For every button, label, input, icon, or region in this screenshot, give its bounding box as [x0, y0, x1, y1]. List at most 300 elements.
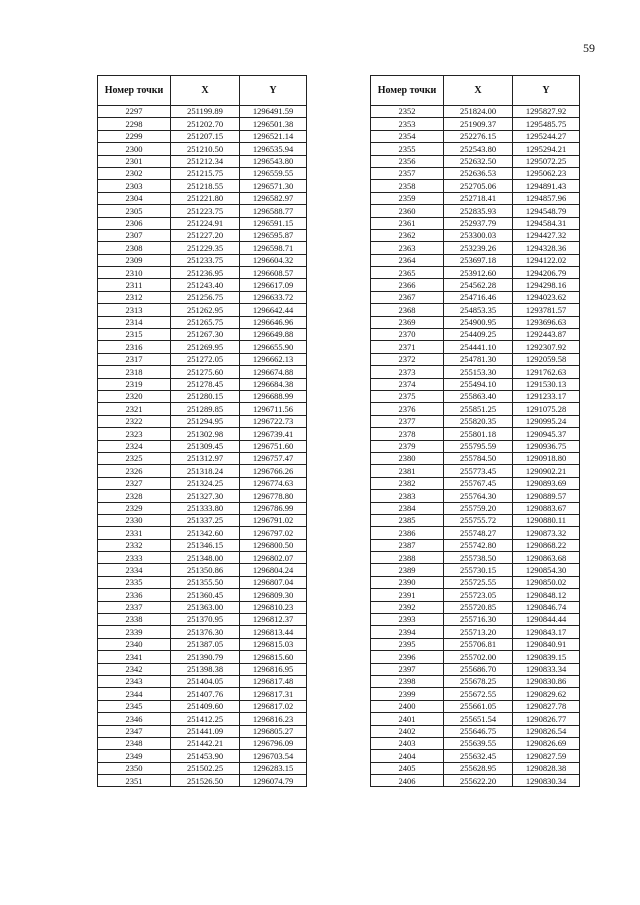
cell-x: 255639.55 — [444, 737, 513, 749]
table-row — [98, 192, 307, 204]
cell-y: 1296608.57 — [240, 267, 307, 279]
table-row — [98, 452, 307, 464]
cell-point-number: 2342 — [98, 663, 171, 675]
table-row — [371, 192, 580, 204]
cell-y: 1296791.02 — [240, 514, 307, 526]
cell-y: 1296805.27 — [240, 725, 307, 737]
cell-y: 1296722.73 — [240, 415, 307, 427]
cell-point-number: 2382 — [371, 477, 444, 489]
cell-point-number: 2312 — [98, 291, 171, 303]
cell-point-number: 2308 — [98, 242, 171, 254]
cell-x: 255716.30 — [444, 614, 513, 626]
table-row — [98, 341, 307, 353]
cell-x: 251376.30 — [171, 626, 240, 638]
cell-point-number: 2393 — [371, 614, 444, 626]
cell-y: 1296797.02 — [240, 527, 307, 539]
cell-point-number: 2354 — [371, 130, 444, 142]
table-row — [98, 254, 307, 266]
cell-point-number: 2388 — [371, 552, 444, 564]
cell-y: 1296684.38 — [240, 378, 307, 390]
cell-y: 1293696.63 — [513, 316, 580, 328]
table-row — [371, 353, 580, 365]
table-row — [98, 291, 307, 303]
cell-x: 251412.25 — [171, 713, 240, 725]
cell-y: 1296571.30 — [240, 180, 307, 192]
cell-point-number: 2336 — [98, 589, 171, 601]
table-row — [98, 750, 307, 762]
table-row — [371, 378, 580, 390]
table-row — [371, 527, 580, 539]
cell-y: 1291075.28 — [513, 403, 580, 415]
table-row — [98, 167, 307, 179]
cell-point-number: 2379 — [371, 440, 444, 452]
cell-x: 255755.72 — [444, 514, 513, 526]
cell-x: 255738.50 — [444, 552, 513, 564]
cell-x: 255494.10 — [444, 378, 513, 390]
cell-point-number: 2320 — [98, 390, 171, 402]
coordinates-table-right — [370, 75, 580, 787]
table-row — [371, 626, 580, 638]
cell-point-number: 2324 — [98, 440, 171, 452]
cell-point-number: 2345 — [98, 700, 171, 712]
cell-point-number: 2403 — [371, 737, 444, 749]
table-row — [371, 118, 580, 130]
cell-x: 255730.15 — [444, 564, 513, 576]
cell-point-number: 2313 — [98, 304, 171, 316]
cell-x: 251267.30 — [171, 329, 240, 341]
cell-point-number: 2389 — [371, 564, 444, 576]
cell-x: 255767.45 — [444, 477, 513, 489]
cell-point-number: 2397 — [371, 663, 444, 675]
cell-x: 255795.59 — [444, 440, 513, 452]
cell-point-number: 2331 — [98, 527, 171, 539]
cell-x: 251390.79 — [171, 651, 240, 663]
table-row — [371, 775, 580, 787]
cell-point-number: 2305 — [98, 205, 171, 217]
cell-y: 1296283.15 — [240, 762, 307, 774]
cell-point-number: 2361 — [371, 217, 444, 229]
table-row — [98, 502, 307, 514]
cell-point-number: 2383 — [371, 490, 444, 502]
cell-x: 251407.76 — [171, 688, 240, 700]
table-row — [371, 477, 580, 489]
cell-y: 1296757.47 — [240, 452, 307, 464]
cell-x: 254716.46 — [444, 291, 513, 303]
cell-x: 251453.90 — [171, 750, 240, 762]
cell-y: 1290945.37 — [513, 428, 580, 440]
cell-point-number: 2385 — [371, 514, 444, 526]
cell-y: 1296800.50 — [240, 539, 307, 551]
cell-point-number: 2329 — [98, 502, 171, 514]
cell-y: 1291530.13 — [513, 378, 580, 390]
cell-y: 1295062.23 — [513, 167, 580, 179]
cell-y: 1294206.79 — [513, 267, 580, 279]
table-row — [371, 663, 580, 675]
cell-point-number: 2366 — [371, 279, 444, 291]
cell-point-number: 2332 — [98, 539, 171, 551]
cell-x: 251218.55 — [171, 180, 240, 192]
cell-point-number: 2362 — [371, 229, 444, 241]
table-row — [371, 143, 580, 155]
cell-point-number: 2318 — [98, 366, 171, 378]
cell-y: 1295072.25 — [513, 155, 580, 167]
table-row — [98, 378, 307, 390]
table-row — [371, 217, 580, 229]
table-row — [371, 279, 580, 291]
cell-x: 251210.50 — [171, 143, 240, 155]
cell-x: 251272.05 — [171, 353, 240, 365]
cell-y: 1295294.21 — [513, 143, 580, 155]
cell-x: 251309.45 — [171, 440, 240, 452]
cell-x: 254853.35 — [444, 304, 513, 316]
cell-x: 255678.25 — [444, 675, 513, 687]
table-row — [371, 713, 580, 725]
table-row — [98, 762, 307, 774]
cell-x: 255742.80 — [444, 539, 513, 551]
table-row — [98, 180, 307, 192]
table-row — [371, 651, 580, 663]
table-row — [371, 390, 580, 402]
cell-x: 252636.53 — [444, 167, 513, 179]
cell-point-number: 2364 — [371, 254, 444, 266]
cell-x: 251224.91 — [171, 217, 240, 229]
table-row — [371, 601, 580, 613]
cell-point-number: 2384 — [371, 502, 444, 514]
table-row — [98, 242, 307, 254]
page-number: 59 — [583, 41, 595, 55]
table-row — [98, 638, 307, 650]
table-row — [98, 775, 307, 787]
cell-point-number: 2359 — [371, 192, 444, 204]
cell-x: 251526.50 — [171, 775, 240, 787]
cell-point-number: 2386 — [371, 527, 444, 539]
cell-y: 1294023.62 — [513, 291, 580, 303]
table-row — [371, 329, 580, 341]
cell-point-number: 2376 — [371, 403, 444, 415]
cell-point-number: 2321 — [98, 403, 171, 415]
cell-y: 1296816.23 — [240, 713, 307, 725]
coordinates-table-left — [97, 75, 307, 787]
cell-x: 252835.93 — [444, 205, 513, 217]
cell-point-number: 2373 — [371, 366, 444, 378]
cell-point-number: 2304 — [98, 192, 171, 204]
cell-point-number: 2391 — [371, 589, 444, 601]
cell-x: 255686.70 — [444, 663, 513, 675]
table-row — [98, 205, 307, 217]
table-row — [98, 155, 307, 167]
table-row — [98, 279, 307, 291]
table-row — [98, 527, 307, 539]
cell-point-number: 2356 — [371, 155, 444, 167]
cell-y: 1296778.80 — [240, 490, 307, 502]
cell-point-number: 2396 — [371, 651, 444, 663]
table-row — [98, 614, 307, 626]
cell-x: 251275.60 — [171, 366, 240, 378]
cell-y: 1290826.54 — [513, 725, 580, 737]
cell-x: 255651.54 — [444, 713, 513, 725]
cell-point-number: 2405 — [371, 762, 444, 774]
cell-x: 251360.45 — [171, 589, 240, 601]
cell-y: 1290848.12 — [513, 589, 580, 601]
cell-x: 252937.79 — [444, 217, 513, 229]
cell-point-number: 2309 — [98, 254, 171, 266]
cell-point-number: 2351 — [98, 775, 171, 787]
cell-point-number: 2333 — [98, 552, 171, 564]
table-row — [98, 106, 307, 118]
cell-y: 1292443.87 — [513, 329, 580, 341]
cell-point-number: 2378 — [371, 428, 444, 440]
table-row — [98, 601, 307, 613]
cell-point-number: 2380 — [371, 452, 444, 464]
cell-y: 1290893.69 — [513, 477, 580, 489]
cell-y: 1296810.23 — [240, 601, 307, 613]
cell-point-number: 2370 — [371, 329, 444, 341]
table-row — [371, 106, 580, 118]
cell-x: 253300.03 — [444, 229, 513, 241]
cell-point-number: 2334 — [98, 564, 171, 576]
table-row — [98, 626, 307, 638]
cell-y: 1296559.55 — [240, 167, 307, 179]
cell-point-number: 2326 — [98, 465, 171, 477]
cell-point-number: 2390 — [371, 576, 444, 588]
cell-x: 255153.30 — [444, 366, 513, 378]
cell-x: 255863.40 — [444, 390, 513, 402]
cell-y: 1290826.77 — [513, 713, 580, 725]
header-point-number: Номер точки — [371, 76, 444, 106]
cell-x: 251199.89 — [171, 106, 240, 118]
cell-point-number: 2363 — [371, 242, 444, 254]
table-row — [371, 304, 580, 316]
cell-point-number: 2360 — [371, 205, 444, 217]
cell-point-number: 2400 — [371, 700, 444, 712]
cell-x: 251269.95 — [171, 341, 240, 353]
table-row — [98, 465, 307, 477]
cell-x: 251370.95 — [171, 614, 240, 626]
cell-y: 1296582.97 — [240, 192, 307, 204]
table-row — [371, 366, 580, 378]
cell-point-number: 2346 — [98, 713, 171, 725]
cell-y: 1296751.60 — [240, 440, 307, 452]
table-row — [98, 366, 307, 378]
cell-x: 251342.60 — [171, 527, 240, 539]
cell-y: 1296804.24 — [240, 564, 307, 576]
cell-y: 1290883.67 — [513, 502, 580, 514]
header-x: X — [444, 76, 513, 106]
table-row — [98, 440, 307, 452]
cell-point-number: 2302 — [98, 167, 171, 179]
cell-y: 1290889.57 — [513, 490, 580, 502]
cell-point-number: 2350 — [98, 762, 171, 774]
cell-x: 251312.97 — [171, 452, 240, 464]
cell-point-number: 2338 — [98, 614, 171, 626]
table-row — [371, 130, 580, 142]
table-row — [371, 539, 580, 551]
table-row — [371, 762, 580, 774]
cell-x: 255628.95 — [444, 762, 513, 774]
cell-y: 1290829.62 — [513, 688, 580, 700]
cell-point-number: 2339 — [98, 626, 171, 638]
cell-point-number: 2365 — [371, 267, 444, 279]
cell-point-number: 2317 — [98, 353, 171, 365]
cell-point-number: 2306 — [98, 217, 171, 229]
cell-y: 1290995.24 — [513, 415, 580, 427]
cell-point-number: 2297 — [98, 106, 171, 118]
table-row — [98, 675, 307, 687]
cell-y: 1296815.03 — [240, 638, 307, 650]
cell-x: 254781.30 — [444, 353, 513, 365]
table-row — [98, 688, 307, 700]
table-row — [371, 725, 580, 737]
table-row — [98, 353, 307, 365]
cell-y: 1296812.37 — [240, 614, 307, 626]
cell-point-number: 2381 — [371, 465, 444, 477]
table-row — [371, 452, 580, 464]
cell-x: 254562.28 — [444, 279, 513, 291]
cell-x: 251265.75 — [171, 316, 240, 328]
table-row — [98, 217, 307, 229]
table-row — [98, 663, 307, 675]
cell-x: 251387.05 — [171, 638, 240, 650]
cell-y: 1294427.32 — [513, 229, 580, 241]
cell-point-number: 2301 — [98, 155, 171, 167]
table-row — [98, 514, 307, 526]
cell-x: 255759.20 — [444, 502, 513, 514]
table-row — [98, 118, 307, 130]
cell-x: 254409.25 — [444, 329, 513, 341]
table-row — [371, 737, 580, 749]
cell-x: 255820.35 — [444, 415, 513, 427]
cell-x: 255748.27 — [444, 527, 513, 539]
cell-x: 252632.50 — [444, 155, 513, 167]
cell-x: 251350.86 — [171, 564, 240, 576]
cell-y: 1292307.92 — [513, 341, 580, 353]
cell-x: 253912.60 — [444, 267, 513, 279]
table-row — [98, 539, 307, 551]
cell-x: 255723.05 — [444, 589, 513, 601]
table-row — [98, 415, 307, 427]
cell-point-number: 2406 — [371, 775, 444, 787]
table-row — [98, 329, 307, 341]
table-row — [98, 477, 307, 489]
table-row — [371, 341, 580, 353]
cell-y: 1296646.96 — [240, 316, 307, 328]
cell-point-number: 2311 — [98, 279, 171, 291]
cell-y: 1296796.09 — [240, 737, 307, 749]
cell-y: 1290830.34 — [513, 775, 580, 787]
cell-y: 1296786.99 — [240, 502, 307, 514]
table-row — [371, 552, 580, 564]
cell-y: 1296802.07 — [240, 552, 307, 564]
cell-y: 1296649.88 — [240, 329, 307, 341]
cell-x: 251236.95 — [171, 267, 240, 279]
cell-x: 251398.38 — [171, 663, 240, 675]
cell-point-number: 2355 — [371, 143, 444, 155]
cell-point-number: 2327 — [98, 477, 171, 489]
cell-x: 251337.25 — [171, 514, 240, 526]
cell-y: 1296543.80 — [240, 155, 307, 167]
cell-y: 1290843.17 — [513, 626, 580, 638]
cell-y: 1296491.59 — [240, 106, 307, 118]
cell-y: 1296816.95 — [240, 663, 307, 675]
cell-point-number: 2322 — [98, 415, 171, 427]
table-row — [98, 713, 307, 725]
table-row — [371, 180, 580, 192]
cell-point-number: 2316 — [98, 341, 171, 353]
cell-point-number: 2377 — [371, 415, 444, 427]
cell-point-number: 2399 — [371, 688, 444, 700]
table-row — [371, 316, 580, 328]
cell-point-number: 2375 — [371, 390, 444, 402]
cell-y: 1290902.21 — [513, 465, 580, 477]
cell-y: 1290868.22 — [513, 539, 580, 551]
table-row — [371, 267, 580, 279]
table-body-right — [371, 106, 580, 787]
table-row — [98, 143, 307, 155]
cell-x: 255661.05 — [444, 700, 513, 712]
cell-y: 1296591.15 — [240, 217, 307, 229]
table-row — [371, 490, 580, 502]
cell-x: 255801.18 — [444, 428, 513, 440]
header-y: Y — [240, 76, 307, 106]
cell-point-number: 2337 — [98, 601, 171, 613]
table-row — [371, 614, 580, 626]
table-row — [98, 316, 307, 328]
cell-x: 251318.24 — [171, 465, 240, 477]
cell-point-number: 2357 — [371, 167, 444, 179]
cell-y: 1294328.36 — [513, 242, 580, 254]
cell-x: 252543.80 — [444, 143, 513, 155]
header-x: X — [171, 76, 240, 106]
cell-x: 251280.15 — [171, 390, 240, 402]
cell-x: 251278.45 — [171, 378, 240, 390]
cell-y: 1296688.99 — [240, 390, 307, 402]
cell-point-number: 2315 — [98, 329, 171, 341]
cell-point-number: 2368 — [371, 304, 444, 316]
cell-point-number: 2392 — [371, 601, 444, 613]
cell-y: 1296711.56 — [240, 403, 307, 415]
table-row — [371, 155, 580, 167]
table-row — [98, 490, 307, 502]
cell-y: 1294548.79 — [513, 205, 580, 217]
cell-y: 1290839.15 — [513, 651, 580, 663]
cell-point-number: 2314 — [98, 316, 171, 328]
table-row — [371, 750, 580, 762]
table-row — [371, 700, 580, 712]
cell-point-number: 2319 — [98, 378, 171, 390]
cell-y: 1290830.86 — [513, 675, 580, 687]
cell-y: 1294584.31 — [513, 217, 580, 229]
cell-y: 1296817.31 — [240, 688, 307, 700]
cell-y: 1296662.13 — [240, 353, 307, 365]
table-row — [371, 291, 580, 303]
cell-y: 1293781.57 — [513, 304, 580, 316]
cell-y: 1295827.92 — [513, 106, 580, 118]
cell-y: 1291762.63 — [513, 366, 580, 378]
cell-x: 251202.70 — [171, 118, 240, 130]
cell-x: 255773.45 — [444, 465, 513, 477]
cell-y: 1290844.44 — [513, 614, 580, 626]
table-row — [371, 638, 580, 650]
table-row — [98, 651, 307, 663]
cell-x: 255702.00 — [444, 651, 513, 663]
cell-point-number: 2343 — [98, 675, 171, 687]
cell-x: 255713.20 — [444, 626, 513, 638]
cell-y: 1296807.04 — [240, 576, 307, 588]
table-body-left — [98, 106, 307, 787]
table-row — [371, 229, 580, 241]
cell-point-number: 2404 — [371, 750, 444, 762]
table-row — [371, 242, 580, 254]
